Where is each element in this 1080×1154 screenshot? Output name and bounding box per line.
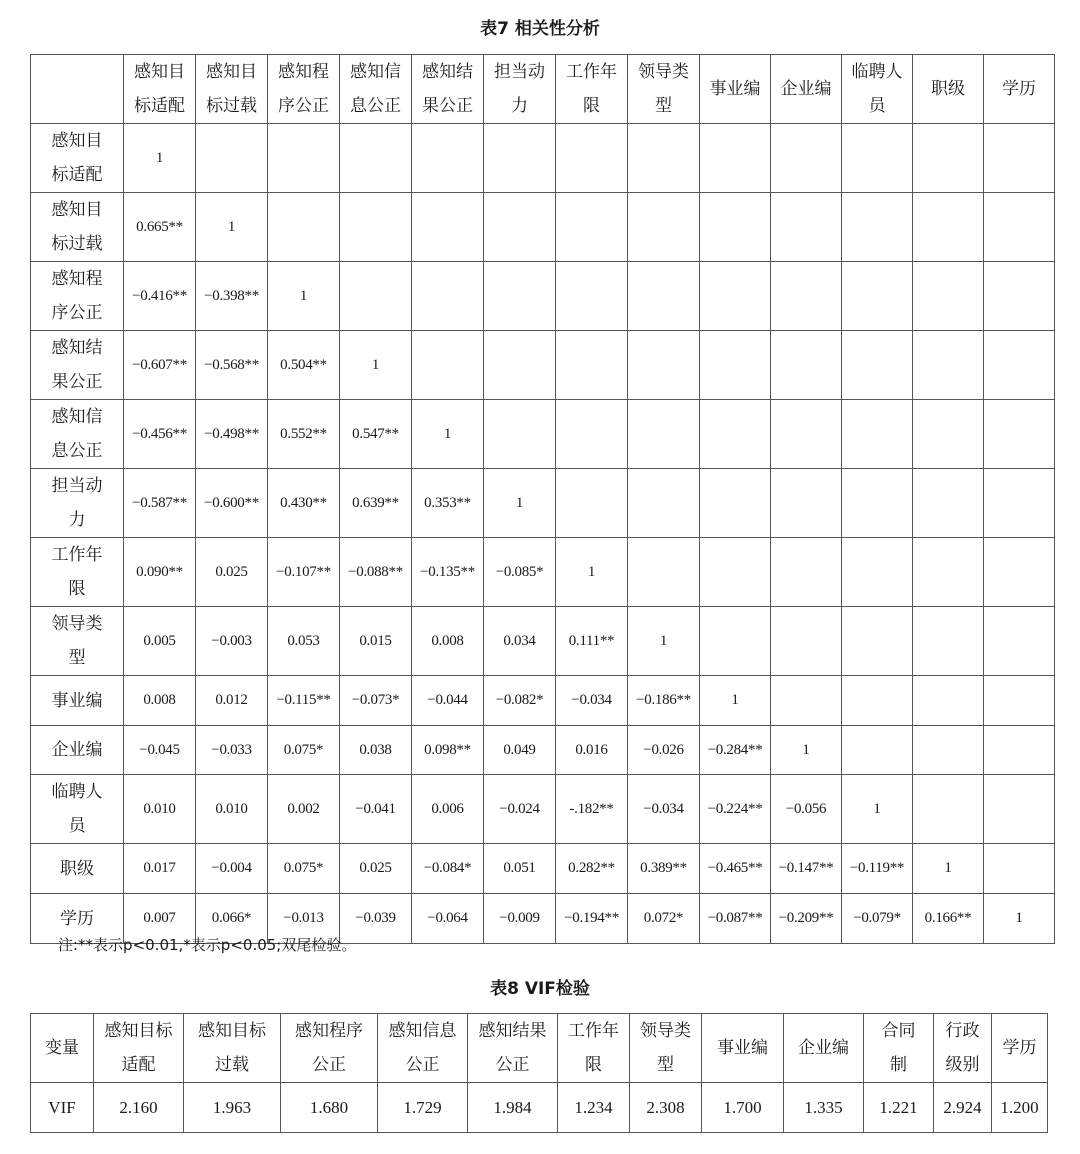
table-cell [700,538,771,607]
table-cell [913,124,984,193]
table-cell: 1 [771,726,842,775]
vif-value-cell: 2.308 [630,1083,702,1133]
vif-value-cell: 1.963 [184,1083,281,1133]
table-cell [984,124,1055,193]
vif-column-header: 感知信息公正 [378,1014,468,1083]
table-cell [771,469,842,538]
table-cell [196,124,268,193]
table-cell: 1 [268,262,340,331]
table-cell: −0.107** [268,538,340,607]
table-cell: −0.045 [124,726,196,775]
table-cell: 0.053 [268,607,340,676]
vif-column-header: 合同制 [864,1014,934,1083]
table-cell [913,607,984,676]
table-cell: −0.568** [196,331,268,400]
row-header: 工作年限 [31,538,124,607]
table-cell: 0.098** [412,726,484,775]
table-cell: −0.004 [196,844,268,894]
table-cell: −0.073* [340,676,412,726]
table-cell [842,726,913,775]
table-cell [340,193,412,262]
table-cell: 0.090** [124,538,196,607]
table-cell [771,607,842,676]
table-cell [484,400,556,469]
table-cell: −0.039 [340,894,412,944]
table-cell [628,400,700,469]
table-cell [412,193,484,262]
table-cell: −0.115** [268,676,340,726]
table-cell [842,676,913,726]
column-header: 职级 [913,55,984,124]
table-cell: −0.084* [412,844,484,894]
table-cell: −0.224** [700,775,771,844]
row-header: 学历 [31,894,124,944]
vif-column-header: 学历 [992,1014,1048,1083]
row-header: 领导类型 [31,607,124,676]
table-cell [556,469,628,538]
table-cell: −0.041 [340,775,412,844]
table-cell [484,193,556,262]
table7-title: 表7 相关性分析 [480,19,600,39]
table-cell: −0.600** [196,469,268,538]
column-header: 企业编 [771,55,842,124]
vif-value-cell: 1.335 [784,1083,864,1133]
row-header: 担当动力 [31,469,124,538]
table7-note: 注:**表示p<0.01,*表示p<0.05;双尾检验。 [58,936,357,954]
table-cell [913,331,984,400]
table-cell: 0.111** [556,607,628,676]
table-cell [771,400,842,469]
table-cell: 0.075* [268,844,340,894]
table-cell: −0.003 [196,607,268,676]
vif-column-header: 行政级别 [934,1014,992,1083]
table-cell: 1 [913,844,984,894]
table-cell: 0.066* [196,894,268,944]
table-cell [412,262,484,331]
column-header: 感知信息公正 [340,55,412,124]
column-header: 感知结果公正 [412,55,484,124]
table-cell: −0.034 [556,676,628,726]
table-cell: 0.008 [124,676,196,726]
vif-row-label: VIF [31,1083,94,1133]
table-cell: 1 [628,607,700,676]
corner-cell [31,55,124,124]
table-cell: −0.026 [628,726,700,775]
column-header: 担当动力 [484,55,556,124]
table-cell [984,193,1055,262]
table-cell: −0.033 [196,726,268,775]
vif-column-header: 领导类型 [630,1014,702,1083]
row-header: 感知目标适配 [31,124,124,193]
table-cell [842,538,913,607]
table-cell [700,607,771,676]
correlation-table [30,54,1055,944]
vif-table [30,1013,1048,1133]
table-cell [842,469,913,538]
table-row [31,124,1055,193]
table-cell: 1 [412,400,484,469]
table-cell [984,538,1055,607]
vif-value-cell: 1.700 [702,1083,784,1133]
table-cell: −0.064 [412,894,484,944]
correlation-header-row [31,55,1055,124]
table-cell [628,331,700,400]
vif-value-cell: 2.924 [934,1083,992,1133]
table-cell [700,331,771,400]
table-cell [771,193,842,262]
table-cell: 0.016 [556,726,628,775]
table-cell [984,844,1055,894]
column-header: 工作年限 [556,55,628,124]
table-cell [628,469,700,538]
table-cell: −0.079* [842,894,913,944]
table-cell: 0.166** [913,894,984,944]
table-cell: 0.025 [340,844,412,894]
table-cell: −0.024 [484,775,556,844]
table-cell: 0.006 [412,775,484,844]
vif-column-header: 事业编 [702,1014,784,1083]
table-cell: 0.025 [196,538,268,607]
table-cell: 0.504** [268,331,340,400]
table-cell: 0.389** [628,844,700,894]
column-header: 学历 [984,55,1055,124]
vif-column-header: 工作年限 [558,1014,630,1083]
table8-title: 表8 VIF检验 [490,979,590,999]
row-header: 感知结果公正 [31,331,124,400]
table-cell: -.182** [556,775,628,844]
table-cell [842,607,913,676]
table-cell [700,124,771,193]
table-cell [842,400,913,469]
vif-corner-label: 变量 [31,1014,94,1083]
table-cell: 0.007 [124,894,196,944]
table-cell [700,193,771,262]
table-cell [913,538,984,607]
table-cell [556,124,628,193]
table-row [31,607,1055,676]
table-cell [268,193,340,262]
vif-column-header: 感知程序公正 [281,1014,378,1083]
table-cell: −0.398** [196,262,268,331]
table-cell: −0.085* [484,538,556,607]
table-cell [771,262,842,331]
table-cell [984,726,1055,775]
column-header: 事业编 [700,55,771,124]
vif-value-cell: 2.160 [94,1083,184,1133]
table-cell: 0.005 [124,607,196,676]
table-cell: 1 [984,894,1055,944]
table-row [31,193,1055,262]
table-row [31,538,1055,607]
row-header: 事业编 [31,676,124,726]
table-cell [984,775,1055,844]
table-cell: 0.282** [556,844,628,894]
table-cell: 0.075* [268,726,340,775]
table-row [31,844,1055,894]
table-cell: 0.049 [484,726,556,775]
table-cell [268,124,340,193]
table-cell [771,331,842,400]
table-cell: −0.135** [412,538,484,607]
table-cell: 0.665** [124,193,196,262]
table-cell [700,469,771,538]
column-header: 领导类型 [628,55,700,124]
vif-column-header: 感知目标适配 [94,1014,184,1083]
column-header: 感知目标过载 [196,55,268,124]
row-header: 企业编 [31,726,124,775]
table-cell [412,124,484,193]
table-cell [913,775,984,844]
table-cell [628,262,700,331]
table-cell [484,331,556,400]
table-row [31,400,1055,469]
table-cell: −0.607** [124,331,196,400]
table-cell: −0.147** [771,844,842,894]
table-cell: 0.430** [268,469,340,538]
table-cell [842,331,913,400]
table-cell: 1 [484,469,556,538]
table-row [31,262,1055,331]
row-header: 感知程序公正 [31,262,124,331]
table-cell: 0.010 [196,775,268,844]
table-cell: −0.465** [700,844,771,894]
table-cell: −0.056 [771,775,842,844]
table-cell: 0.353** [412,469,484,538]
column-header: 临聘人员 [842,55,913,124]
table-cell: 0.639** [340,469,412,538]
vif-column-header: 企业编 [784,1014,864,1083]
table-cell: 0.547** [340,400,412,469]
table-cell [412,331,484,400]
row-header: 感知信息公正 [31,400,124,469]
table-cell [913,262,984,331]
table-row [31,775,1055,844]
table-cell [842,193,913,262]
table-cell: −0.009 [484,894,556,944]
table-cell: 1 [196,193,268,262]
table-cell: −0.044 [412,676,484,726]
table-cell: 0.034 [484,607,556,676]
vif-column-header: 感知结果公正 [468,1014,558,1083]
table-cell [700,262,771,331]
table-cell [842,124,913,193]
table-cell [913,469,984,538]
table-cell [913,193,984,262]
table-row [31,726,1055,775]
table-cell: −0.013 [268,894,340,944]
table-cell [913,676,984,726]
table-cell: 0.002 [268,775,340,844]
vif-value-cell: 1.200 [992,1083,1048,1133]
table-cell: 1 [700,676,771,726]
table-cell [771,676,842,726]
table-cell [984,607,1055,676]
vif-value-cell: 1.221 [864,1083,934,1133]
table-cell [913,726,984,775]
table-cell: 1 [556,538,628,607]
table-cell [984,676,1055,726]
table-cell [556,331,628,400]
table-cell [484,124,556,193]
table-cell: −0.209** [771,894,842,944]
table-cell: 0.010 [124,775,196,844]
vif-header-row [31,1014,1048,1083]
table-cell: −0.284** [700,726,771,775]
row-header: 职级 [31,844,124,894]
table-cell [556,400,628,469]
table-cell [984,262,1055,331]
table-cell: −0.587** [124,469,196,538]
table-cell: 0.012 [196,676,268,726]
table-cell: −0.498** [196,400,268,469]
table-cell: −0.087** [700,894,771,944]
table-cell [984,469,1055,538]
table-cell [556,193,628,262]
vif-value-cell: 1.729 [378,1083,468,1133]
table-cell [628,538,700,607]
table-cell [700,400,771,469]
table-cell [484,262,556,331]
row-header: 感知目标过载 [31,193,124,262]
vif-value-cell: 1.680 [281,1083,378,1133]
table-cell: 0.051 [484,844,556,894]
vif-value-cell: 1.984 [468,1083,558,1133]
table-cell: −0.082* [484,676,556,726]
table-cell [984,400,1055,469]
table-cell: 0.008 [412,607,484,676]
table-cell: −0.416** [124,262,196,331]
table-row [31,469,1055,538]
table-cell: 0.017 [124,844,196,894]
table-cell: −0.456** [124,400,196,469]
vif-value-cell: 1.234 [558,1083,630,1133]
vif-value-row [31,1083,1048,1133]
table-cell: 0.552** [268,400,340,469]
table-cell [771,124,842,193]
table-cell: 0.072* [628,894,700,944]
table-cell: −0.119** [842,844,913,894]
table-cell: −0.088** [340,538,412,607]
vif-column-header: 感知目标过载 [184,1014,281,1083]
table-cell [984,331,1055,400]
table-cell: 0.038 [340,726,412,775]
table-cell: −0.034 [628,775,700,844]
table-row [31,331,1055,400]
column-header: 感知程序公正 [268,55,340,124]
table-cell [340,262,412,331]
table-cell [913,400,984,469]
table-cell [628,124,700,193]
table-cell [340,124,412,193]
table-cell [556,262,628,331]
column-header: 感知目标适配 [124,55,196,124]
table-cell [842,262,913,331]
table-cell: 1 [124,124,196,193]
table-cell: 1 [842,775,913,844]
table-cell: −0.194** [556,894,628,944]
table-cell: −0.186** [628,676,700,726]
table-row [31,676,1055,726]
table-cell [771,538,842,607]
table-cell [628,193,700,262]
table-cell: 1 [340,331,412,400]
row-header: 临聘人员 [31,775,124,844]
table-cell: 0.015 [340,607,412,676]
